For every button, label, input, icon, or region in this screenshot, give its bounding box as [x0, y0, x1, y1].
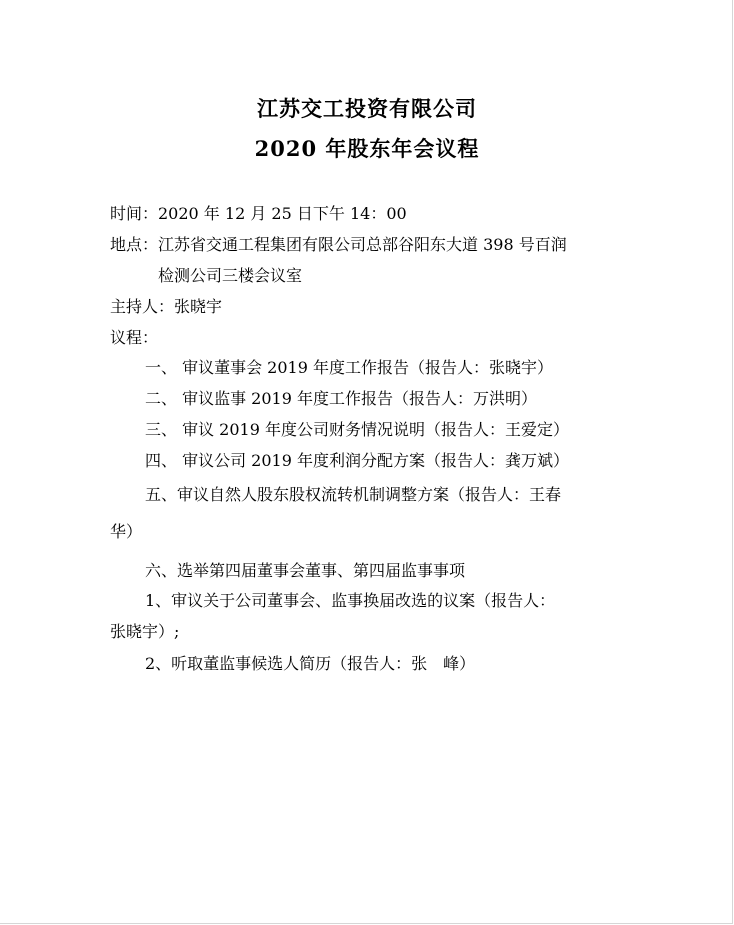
agenda-item: 二、 审议监事 2019 年度工作报告（报告人：万洪明）	[145, 389, 537, 408]
meeting-location: 地点：江苏省交通工程集团有限公司总部谷阳东大道 398 号百润	[110, 235, 567, 254]
meeting-location-continued: 检测公司三楼会议室	[158, 266, 303, 285]
agenda-item: 六、选举第四届董事会董事、第四届监事事项	[145, 561, 466, 580]
agenda-item: 四、 审议公司 2019 年度利润分配方案（报告人：龚万斌）	[145, 451, 569, 470]
agenda-subitem: 1、审议关于公司董事会、监事换届改选的议案（报告人：	[145, 591, 556, 610]
agenda-item: 三、 审议 2019 年度公司财务情况说明（报告人：王爱定）	[145, 420, 569, 439]
agenda-item: 五、审议自然人股东股权流转机制调整方案（报告人：王春	[145, 485, 562, 504]
meeting-time: 时间：2020 年 12 月 25 日下午 14：00	[110, 204, 407, 223]
document-subtitle: 2020 年股东年会议程	[254, 136, 480, 161]
agenda-label: 议程：	[110, 328, 159, 347]
agenda-subitem-continued: 张晓宇）;	[110, 622, 180, 641]
meeting-host: 主持人：张晓宇	[110, 297, 223, 316]
agenda-subitem: 2、听取董监事候选人简历（报告人：张 峰）	[145, 654, 476, 673]
agenda-item-continued: 华）	[110, 522, 143, 541]
agenda-item: 一、 审议董事会 2019 年度工作报告（报告人：张晓宇）	[145, 358, 553, 377]
document-title: 江苏交工投资有限公司	[257, 96, 477, 121]
